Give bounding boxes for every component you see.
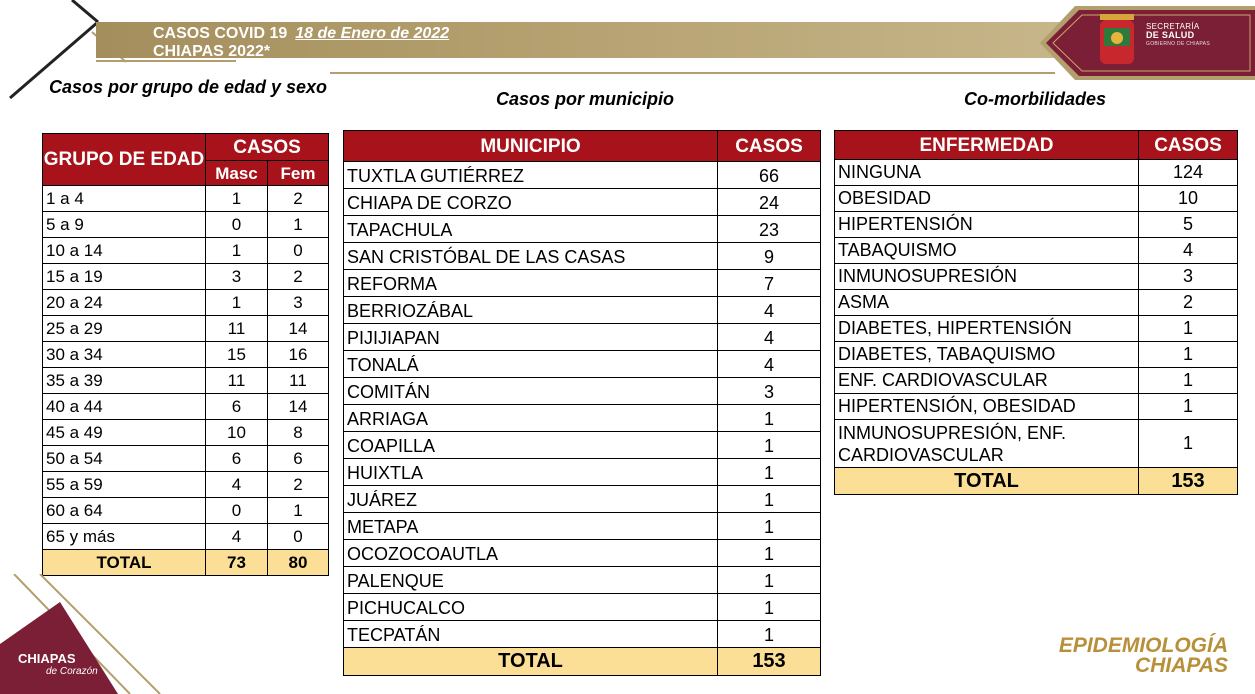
table-row [43,472,329,498]
municipio-name-cell: OCOZOCOAUTLA [344,540,718,567]
cases-cell: 1 [718,405,821,432]
table-row [344,621,821,648]
age-group-cell: 40 a 44 [43,394,206,420]
cases-cell: 1 [718,459,821,486]
age-group-cell: 45 a 49 [43,420,206,446]
disease-name-cell: DIABETES, TABAQUISMO [835,342,1139,368]
table-row [344,513,821,540]
age-group-cell: 15 a 19 [43,264,206,290]
masc-cell: 4 [206,524,268,550]
col-header-fem: Fem [268,161,329,186]
age-section-title: Casos por grupo de edad y sexo [48,77,328,97]
cases-cell: 1 [1139,316,1238,342]
municipio-name-cell: ARRIAGA [344,405,718,432]
cases-cell: 1 [1139,342,1238,368]
age-total-row [43,550,329,576]
municipio-name-cell: PALENQUE [344,567,718,594]
age-group-cell: 55 a 59 [43,472,206,498]
disease-name-cell: INMUNOSUPRESIÓN [835,264,1139,290]
cases-cell: 1 [718,567,821,594]
divider-line-short [96,60,236,62]
table-row [835,238,1238,264]
fem-cell: 16 [268,342,329,368]
masc-cell: 1 [206,290,268,316]
total-masc: 73 [206,550,268,576]
table-row [344,216,821,243]
table-row [835,368,1238,394]
masc-cell: 11 [206,368,268,394]
municipio-name-cell: TUXTLA GUTIÉRREZ [344,162,718,189]
cases-cell: 1 [1139,420,1238,468]
cases-cell: 23 [718,216,821,243]
cases-cell: 1 [1139,394,1238,420]
coat-of-arms-icon [1100,14,1134,64]
total-value: 153 [1139,468,1238,495]
table-row [344,351,821,378]
table-row [344,432,821,459]
table-row [43,420,329,446]
cases-cell: 7 [718,270,821,297]
disease-name-cell: ENF. CARDIOVASCULAR [835,368,1139,394]
age-group-cell: 35 a 39 [43,368,206,394]
table-row [344,324,821,351]
masc-cell: 3 [206,264,268,290]
age-sex-table [42,133,329,576]
cases-cell: 4 [718,297,821,324]
table-row [43,368,329,394]
fem-cell: 2 [268,186,329,212]
masc-cell: 1 [206,186,268,212]
municipio-name-cell: TONALÁ [344,351,718,378]
table-row [344,567,821,594]
fem-cell: 3 [268,290,329,316]
masc-cell: 4 [206,472,268,498]
cases-cell: 4 [1139,238,1238,264]
table-row [344,189,821,216]
masc-cell: 6 [206,394,268,420]
fem-cell: 6 [268,446,329,472]
cases-cell: 3 [718,378,821,405]
fem-cell: 0 [268,238,329,264]
title-line2: CHIAPAS 2022* [153,43,271,60]
cases-cell: 10 [1139,186,1238,212]
municipio-name-cell: SAN CRISTÓBAL DE LAS CASAS [344,243,718,270]
municipio-name-cell: TAPACHULA [344,216,718,243]
table-row [344,162,821,189]
cases-cell: 124 [1139,160,1238,186]
report-date: 18 de Enero de 2022 [295,25,450,42]
cases-cell: 1 [718,513,821,540]
disease-name-cell: HIPERTENSIÓN, OBESIDAD [835,394,1139,420]
col-header-age-group: GRUPO DE EDAD [43,134,206,186]
table-row [43,238,329,264]
col-header-masc: Masc [206,161,268,186]
disease-name-cell: ASMA [835,290,1139,316]
logo-text: SECRETARÍA DE SALUD GOBIERNO DE CHIAPAS [1146,22,1210,47]
cases-cell: 1 [718,486,821,513]
municipio-name-cell: REFORMA [344,270,718,297]
table-row [344,540,821,567]
col-header-municipio: MUNICIPIO [344,131,718,162]
disease-name-cell: DIABETES, HIPERTENSIÓN [835,316,1139,342]
municipio-section-title: Casos por municipio [495,89,675,109]
comorbidity-table [834,130,1238,495]
table-row [43,446,329,472]
disease-name-cell: HIPERTENSIÓN [835,212,1139,238]
table-row [835,342,1238,368]
fem-cell: 14 [268,316,329,342]
table-row [43,394,329,420]
table-row [835,420,1238,468]
table-row [835,394,1238,420]
table-row [43,498,329,524]
fem-cell: 1 [268,498,329,524]
table-row [43,342,329,368]
total-label: TOTAL [835,468,1139,495]
cases-cell: 3 [1139,264,1238,290]
col-header-cases: CASOS [206,134,329,161]
cases-cell: 4 [718,324,821,351]
table-row [344,378,821,405]
table-row [43,186,329,212]
table-row [43,264,329,290]
table-row [835,316,1238,342]
table-row [43,316,329,342]
cases-cell: 24 [718,189,821,216]
cases-cell: 1 [718,621,821,648]
divider-line [330,72,1055,74]
table-row [344,594,821,621]
table-row [835,160,1238,186]
masc-cell: 11 [206,316,268,342]
title-line1: CASOS COVID 19 [153,25,288,42]
cases-cell: 5 [1139,212,1238,238]
col-header-disease: ENFERMEDAD [835,131,1139,160]
cases-cell: 4 [718,351,821,378]
table-row [43,524,329,550]
fem-cell: 2 [268,472,329,498]
age-group-cell: 10 a 14 [43,238,206,264]
total-label: TOTAL [43,550,206,576]
municipio-name-cell: PIJIJIAPAN [344,324,718,351]
age-group-cell: 1 a 4 [43,186,206,212]
total-label: TOTAL [344,648,718,676]
municipio-name-cell: METAPA [344,513,718,540]
table-row [344,459,821,486]
col-header-cases: CASOS [718,131,821,162]
municipio-table [343,130,821,676]
age-group-cell: 50 a 54 [43,446,206,472]
table-row [344,405,821,432]
disease-name-cell: OBESIDAD [835,186,1139,212]
age-group-cell: 65 y más [43,524,206,550]
table-row [344,243,821,270]
table-row [835,290,1238,316]
masc-cell: 0 [206,212,268,238]
cases-cell: 9 [718,243,821,270]
fem-cell: 0 [268,524,329,550]
table-row [43,212,329,238]
masc-cell: 15 [206,342,268,368]
table-row [43,290,329,316]
municipio-name-cell: TECPATÁN [344,621,718,648]
cases-cell: 2 [1139,290,1238,316]
municipio-name-cell: HUIXTLA [344,459,718,486]
age-group-cell: 20 a 24 [43,290,206,316]
cases-cell: 1 [1139,368,1238,394]
page-title [153,25,449,61]
table-row [835,212,1238,238]
municipio-total-row [344,648,821,676]
col-header-cases: CASOS [1139,131,1238,160]
masc-cell: 0 [206,498,268,524]
municipio-name-cell: COMITÁN [344,378,718,405]
table-row [835,186,1238,212]
masc-cell: 10 [206,420,268,446]
age-group-cell: 60 a 64 [43,498,206,524]
municipio-name-cell: COAPILLA [344,432,718,459]
age-group-cell: 30 a 34 [43,342,206,368]
municipio-name-cell: BERRIOZÁBAL [344,297,718,324]
masc-cell: 6 [206,446,268,472]
masc-cell: 1 [206,238,268,264]
fem-cell: 1 [268,212,329,238]
table-row [344,270,821,297]
age-group-cell: 25 a 29 [43,316,206,342]
cases-cell: 66 [718,162,821,189]
municipio-name-cell: PICHUCALCO [344,594,718,621]
municipio-name-cell: CHIAPA DE CORZO [344,189,718,216]
fem-cell: 14 [268,394,329,420]
fem-cell: 2 [268,264,329,290]
cases-cell: 1 [718,432,821,459]
table-row [344,486,821,513]
disease-name-cell: TABAQUISMO [835,238,1139,264]
table-row [344,297,821,324]
total-fem: 80 [268,550,329,576]
table-row [835,264,1238,290]
disease-name-cell: NINGUNA [835,160,1139,186]
age-group-cell: 5 a 9 [43,212,206,238]
epidemiologia-logo: EPIDEMIOLOGÍA CHIAPAS [1058,634,1228,677]
chiapas-corazon-logo: CHIAPAS de Corazón [18,651,98,677]
comorbidity-section-title: Co-morbilidades [963,89,1106,109]
fem-cell: 11 [268,368,329,394]
cases-cell: 1 [718,594,821,621]
comorbidity-total-row [835,468,1238,495]
cases-cell: 1 [718,540,821,567]
municipio-name-cell: JUÁREZ [344,486,718,513]
total-value: 153 [718,648,821,676]
disease-name-cell: INMUNOSUPRESIÓN, ENF. CARDIOVASCULAR [835,420,1139,468]
fem-cell: 8 [268,420,329,446]
